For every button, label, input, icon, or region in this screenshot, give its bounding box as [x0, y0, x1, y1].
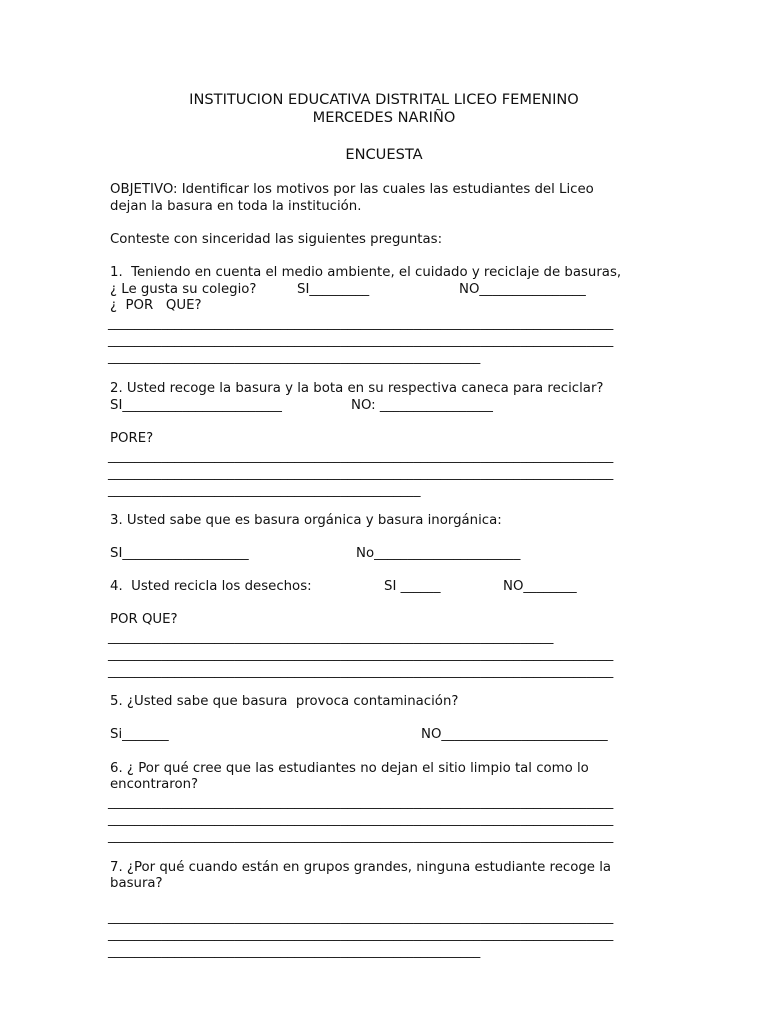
question-6-answer-line[interactable]: ____________________________________________________________________________ — [108, 795, 614, 810]
question-6-text: 6. ¿ Por qué cree que las estudiantes no dejan el sitio limpio tal como lo — [110, 761, 589, 776]
question-6-answer-line[interactable]: ____________________________________________________________________________ — [108, 829, 614, 844]
question-3-no-field[interactable]: No______________________ — [356, 546, 521, 561]
question-2-answer-line[interactable]: ____________________________________________________________________________ — [108, 466, 614, 481]
question-2-no-field[interactable]: NO: _________________ — [351, 398, 493, 413]
question-5-text: 5. ¿Usted sabe que basura provoca contaminación? — [110, 694, 459, 709]
question-1-text: 1. Teniendo en cuenta el medio ambiente, el cuidado y reciclaje de basuras, — [110, 265, 622, 280]
question-6-text-continued: encontraron? — [110, 777, 199, 792]
question-6-answer-line[interactable]: ____________________________________________________________________________ — [108, 812, 614, 827]
question-5-no-field[interactable]: NO_________________________ — [421, 727, 608, 742]
question-4-porque: POR QUE? — [110, 612, 178, 627]
question-2-pore: PORE? — [110, 431, 154, 446]
question-7-text: 7. ¿Por qué cuando están en grupos grandes, ninguna estudiante recoge la — [110, 860, 612, 875]
objective-line2: dejan la basura en toda la institución. — [110, 199, 362, 214]
question-4-si-field[interactable]: SI ______ — [384, 579, 441, 594]
question-2-text: 2. Usted recoge la basura y la bota en su respectiva caneca para reciclar? — [110, 381, 604, 396]
question-1-porque: ¿ POR QUE? — [110, 298, 202, 313]
question-2-si-field[interactable]: SI________________________ — [110, 398, 282, 413]
question-7-answer-line[interactable]: ____________________________________________________________________________ — [108, 910, 614, 925]
question-3-si-field[interactable]: SI___________________ — [110, 546, 249, 561]
question-4-answer-line[interactable]: ____________________________________________________________________________ — [108, 664, 614, 679]
question-7-answer-line[interactable]: ________________________________________________________ — [108, 944, 481, 959]
instructions-text: Conteste con sinceridad las siguientes preguntas: — [110, 232, 443, 247]
question-7-text-continued: basura? — [110, 876, 163, 891]
question-5-si-field[interactable]: Si_______ — [110, 727, 169, 742]
question-4-answer-line[interactable]: ____________________________________________________________________________ — [108, 647, 614, 662]
question-4-text: 4. Usted recicla los desechos: — [110, 579, 312, 594]
survey-heading: ENCUESTA — [345, 146, 423, 163]
question-1-no-field[interactable]: NO________________ — [459, 282, 586, 297]
institution-title-line2: MERCEDES NARIÑO — [312, 109, 456, 126]
question-1-subtext: ¿ Le gusta su colegio? — [110, 282, 257, 297]
question-1-si-field[interactable]: SI_________ — [297, 282, 370, 297]
question-4-answer-line[interactable]: ___________________________________________________________________ — [108, 630, 554, 645]
question-3-text: 3. Usted sabe que es basura orgánica y basura inorgánica: — [110, 513, 502, 528]
question-1-answer-line[interactable]: ________________________________________________________ — [108, 350, 481, 365]
question-1-answer-line[interactable]: ____________________________________________________________________________ — [108, 316, 614, 331]
question-7-answer-line[interactable]: ____________________________________________________________________________ — [108, 927, 614, 942]
objective-line1: OBJETIVO: Identificar los motivos por las cuales las estudiantes del Liceo — [110, 182, 594, 197]
question-2-answer-line[interactable]: _______________________________________________ — [108, 483, 421, 498]
institution-title-line1: INSTITUCION EDUCATIVA DISTRITAL LICEO FEMENINO — [189, 91, 579, 108]
question-1-answer-line[interactable]: ____________________________________________________________________________ — [108, 333, 614, 348]
question-2-answer-line[interactable]: ____________________________________________________________________________ — [108, 449, 614, 464]
question-4-no-field[interactable]: NO________ — [503, 579, 577, 594]
